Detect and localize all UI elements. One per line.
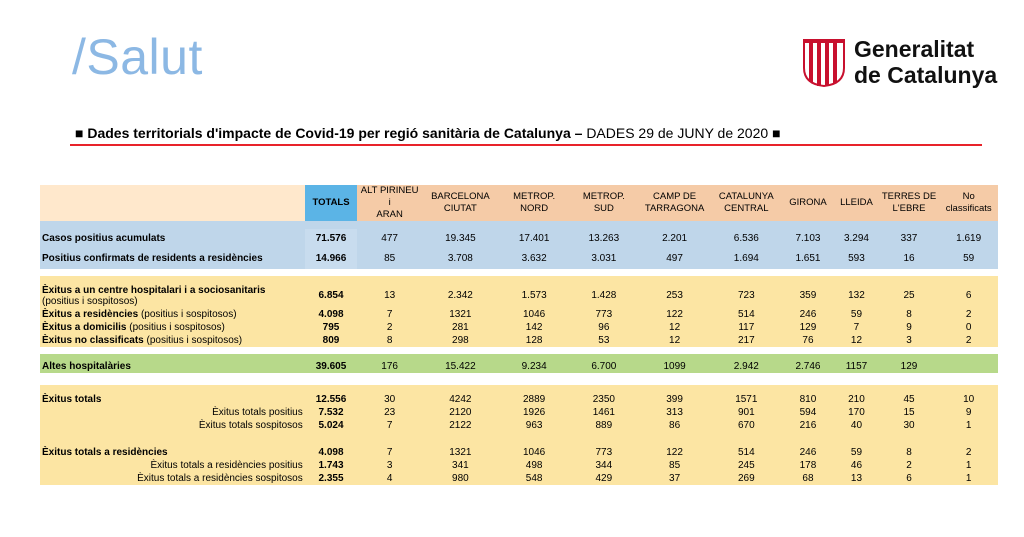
- cell-value: 963: [499, 419, 570, 432]
- title-bullet: ■: [75, 125, 84, 141]
- cell-value: 45: [879, 393, 940, 406]
- cell-value: 30: [357, 393, 422, 406]
- cell-value: 1157: [834, 360, 878, 373]
- table-row: [40, 360, 998, 373]
- cell-value: 341: [422, 459, 499, 472]
- cell-value: 170: [834, 406, 878, 419]
- cell-value: 129: [879, 360, 940, 373]
- cell-value: 901: [711, 406, 782, 419]
- column-header: GIRONA: [782, 185, 835, 221]
- cell-value: 1321: [422, 446, 499, 459]
- cell-total: 795: [305, 321, 358, 334]
- cell-value: 117: [711, 321, 782, 334]
- cell-value: 7: [357, 446, 422, 459]
- cell-value: 9.234: [499, 360, 570, 373]
- cell-value: 2.201: [638, 229, 711, 249]
- title-end-bullet: ■: [772, 125, 781, 141]
- senyera-shield-icon: [802, 38, 846, 88]
- cell-value: 59: [939, 249, 998, 269]
- cell-value: 2.942: [711, 360, 782, 373]
- cell-value: 6.536: [711, 229, 782, 249]
- row-label: Èxitus totals positius: [40, 406, 305, 419]
- cell-value: 1: [939, 459, 998, 472]
- header-label-cell: [40, 185, 305, 221]
- cell-value: 497: [638, 249, 711, 269]
- cell-total: 39.605: [305, 360, 358, 373]
- cell-value: 399: [638, 393, 711, 406]
- table-row: [40, 446, 998, 459]
- cell-value: 7: [834, 321, 878, 334]
- cell-total: 6.854: [305, 284, 358, 308]
- page-title: [75, 125, 781, 141]
- cell-value: 13: [357, 284, 422, 308]
- cell-value: 6: [879, 472, 940, 485]
- cell-value: 13.263: [570, 229, 639, 249]
- cell-value: 3: [879, 334, 940, 347]
- cell-value: 4: [357, 472, 422, 485]
- cell-value: 1046: [499, 308, 570, 321]
- cell-value: 2: [939, 334, 998, 347]
- cell-value: 723: [711, 284, 782, 308]
- cell-value: 337: [879, 229, 940, 249]
- cell-value: 4242: [422, 393, 499, 406]
- cell-total: 1.743: [305, 459, 358, 472]
- cell-value: 548: [499, 472, 570, 485]
- cell-value: 86: [638, 419, 711, 432]
- cell-value: 980: [422, 472, 499, 485]
- table-row: [40, 308, 998, 321]
- cell-value: 253: [638, 284, 711, 308]
- row-label: Èxitus totals a residències: [40, 446, 305, 459]
- cell-value: 122: [638, 308, 711, 321]
- cell-value: 59: [834, 446, 878, 459]
- column-header-totals: TOTALS: [305, 185, 358, 221]
- table-row: [40, 249, 998, 269]
- cell-value: 359: [782, 284, 835, 308]
- cell-value: 594: [782, 406, 835, 419]
- cell-value: 46: [834, 459, 878, 472]
- cell-value: 246: [782, 446, 835, 459]
- cell-value: 217: [711, 334, 782, 347]
- cell-value: 2122: [422, 419, 499, 432]
- cell-value: 1321: [422, 308, 499, 321]
- row-label: Èxitus no classificats (positius i sospitosos): [40, 334, 305, 347]
- row-label: Èxitus totals a residències positius: [40, 459, 305, 472]
- row-label: Altes hospitalàries: [40, 360, 305, 373]
- cell-value: 2.342: [422, 284, 499, 308]
- cell-value: 429: [570, 472, 639, 485]
- cell-value: 25: [879, 284, 940, 308]
- cell-value: 670: [711, 419, 782, 432]
- table-row: [40, 229, 998, 249]
- column-header: BARCELONA CIUTAT: [422, 185, 499, 221]
- row-label: Casos positius acumulats: [40, 229, 305, 249]
- cell-value: 122: [638, 446, 711, 459]
- cell-value: 3.294: [834, 229, 878, 249]
- cell-value: 142: [499, 321, 570, 334]
- cell-value: 298: [422, 334, 499, 347]
- cell-value: 1.694: [711, 249, 782, 269]
- cell-value: 23: [357, 406, 422, 419]
- row-label: Èxitus a domicilis (positius i sospitosos): [40, 321, 305, 334]
- cell-value: 76: [782, 334, 835, 347]
- cell-value: 176: [357, 360, 422, 373]
- cell-value: 1099: [638, 360, 711, 373]
- cell-value: 246: [782, 308, 835, 321]
- cell-value: 12: [638, 321, 711, 334]
- generalitat-line1: Generalitat: [854, 36, 975, 62]
- cell-total: 7.532: [305, 406, 358, 419]
- cell-total: 4.098: [305, 446, 358, 459]
- cell-total: 4.098: [305, 308, 358, 321]
- cell-value: 15.422: [422, 360, 499, 373]
- row-label: Èxitus totals: [40, 393, 305, 406]
- cell-value: 3.708: [422, 249, 499, 269]
- cell-value: 2: [357, 321, 422, 334]
- cell-value: 281: [422, 321, 499, 334]
- cell-value: [939, 360, 998, 373]
- cell-value: 8: [357, 334, 422, 347]
- cell-value: 210: [834, 393, 878, 406]
- column-header: TERRES DE L'EBRE: [879, 185, 940, 221]
- cell-value: 2: [939, 446, 998, 459]
- generalitat-wordmark: [854, 36, 997, 88]
- title-bold: Dades territorials d'impacte de Covid-19 per regió sanitària de Catalunya –: [87, 125, 583, 141]
- cell-value: 30: [879, 419, 940, 432]
- row-label: Positius confirmats de residents a residències: [40, 249, 305, 269]
- cell-value: 477: [357, 229, 422, 249]
- cell-value: 3.031: [570, 249, 639, 269]
- cell-value: 313: [638, 406, 711, 419]
- cell-value: 6.700: [570, 360, 639, 373]
- title-date: DADES 29 de JUNY de 2020: [586, 125, 769, 141]
- cell-value: 1046: [499, 446, 570, 459]
- cell-value: 1.573: [499, 284, 570, 308]
- cell-value: 132: [834, 284, 878, 308]
- cell-value: 773: [570, 446, 639, 459]
- cell-value: 514: [711, 308, 782, 321]
- cell-total: 12.556: [305, 393, 358, 406]
- cell-value: 810: [782, 393, 835, 406]
- column-header: METROP. SUD: [570, 185, 639, 221]
- cell-value: 216: [782, 419, 835, 432]
- cell-value: 2350: [570, 393, 639, 406]
- table-row: [40, 406, 998, 419]
- cell-value: 85: [638, 459, 711, 472]
- cell-value: 245: [711, 459, 782, 472]
- cell-value: 514: [711, 446, 782, 459]
- cell-value: 8: [879, 446, 940, 459]
- cell-value: 0: [939, 321, 998, 334]
- cell-value: 1461: [570, 406, 639, 419]
- cell-value: 6: [939, 284, 998, 308]
- cell-total: 5.024: [305, 419, 358, 432]
- cell-total: 14.966: [305, 249, 358, 269]
- cell-value: 1.428: [570, 284, 639, 308]
- cell-value: 9: [879, 321, 940, 334]
- cell-value: 2120: [422, 406, 499, 419]
- salut-brand: /Salut: [72, 29, 203, 85]
- table-row: [40, 334, 998, 347]
- column-header: CAMP DE TARRAGONA: [638, 185, 711, 221]
- cell-value: 7.103: [782, 229, 835, 249]
- cell-value: 12: [638, 334, 711, 347]
- cell-value: 1.651: [782, 249, 835, 269]
- cell-value: 59: [834, 308, 878, 321]
- cell-value: 1: [939, 419, 998, 432]
- cell-value: 344: [570, 459, 639, 472]
- cell-value: 2889: [499, 393, 570, 406]
- table-row: [40, 472, 998, 485]
- column-header: METROP. NORD: [499, 185, 570, 221]
- cell-value: 7: [357, 419, 422, 432]
- generalitat-logo: [802, 38, 1002, 94]
- column-header: CATALUNYA CENTRAL: [711, 185, 782, 221]
- cell-value: 68: [782, 472, 835, 485]
- cell-value: 498: [499, 459, 570, 472]
- table-row: [40, 459, 998, 472]
- cell-value: 40: [834, 419, 878, 432]
- column-header: No classificats: [939, 185, 998, 221]
- cell-total: 809: [305, 334, 358, 347]
- cell-value: 129: [782, 321, 835, 334]
- cell-value: 10: [939, 393, 998, 406]
- cell-value: 53: [570, 334, 639, 347]
- cell-value: 17.401: [499, 229, 570, 249]
- cell-value: 3: [357, 459, 422, 472]
- covid-data-table: [40, 185, 998, 485]
- cell-value: 889: [570, 419, 639, 432]
- table-row: [40, 284, 998, 308]
- generalitat-line2: de Catalunya: [854, 62, 998, 88]
- cell-value: 12: [834, 334, 878, 347]
- title-underline: [70, 144, 982, 146]
- cell-value: 2: [939, 308, 998, 321]
- cell-value: 16: [879, 249, 940, 269]
- cell-value: 2.746: [782, 360, 835, 373]
- row-label: Èxitus a residències (positius i sospitosos): [40, 308, 305, 321]
- cell-value: 1: [939, 472, 998, 485]
- cell-value: 7: [357, 308, 422, 321]
- cell-value: 128: [499, 334, 570, 347]
- cell-total: 2.355: [305, 472, 358, 485]
- row-label: Èxitus a un centre hospitalari i a sociosanitaris (positius i sospitosos): [40, 284, 305, 308]
- cell-value: 1571: [711, 393, 782, 406]
- cell-value: 1.619: [939, 229, 998, 249]
- row-label: Èxitus totals sospitosos: [40, 419, 305, 432]
- column-header: ALT PIRINEU i ARAN: [357, 185, 422, 221]
- cell-value: 8: [879, 308, 940, 321]
- cell-value: 15: [879, 406, 940, 419]
- cell-value: 1926: [499, 406, 570, 419]
- cell-total: 71.576: [305, 229, 358, 249]
- table-header-row: [40, 185, 998, 221]
- cell-value: 178: [782, 459, 835, 472]
- cell-value: 96: [570, 321, 639, 334]
- cell-value: 9: [939, 406, 998, 419]
- cell-value: 269: [711, 472, 782, 485]
- cell-value: 13: [834, 472, 878, 485]
- table-row: [40, 393, 998, 406]
- cell-value: 37: [638, 472, 711, 485]
- cell-value: 773: [570, 308, 639, 321]
- cell-value: 593: [834, 249, 878, 269]
- cell-value: 19.345: [422, 229, 499, 249]
- column-header: LLEIDA: [834, 185, 878, 221]
- table-row: [40, 419, 998, 432]
- cell-value: 2: [879, 459, 940, 472]
- cell-value: 3.632: [499, 249, 570, 269]
- row-label: Èxitus totals a residències sospitosos: [40, 472, 305, 485]
- table-row: [40, 321, 998, 334]
- cell-value: 85: [357, 249, 422, 269]
